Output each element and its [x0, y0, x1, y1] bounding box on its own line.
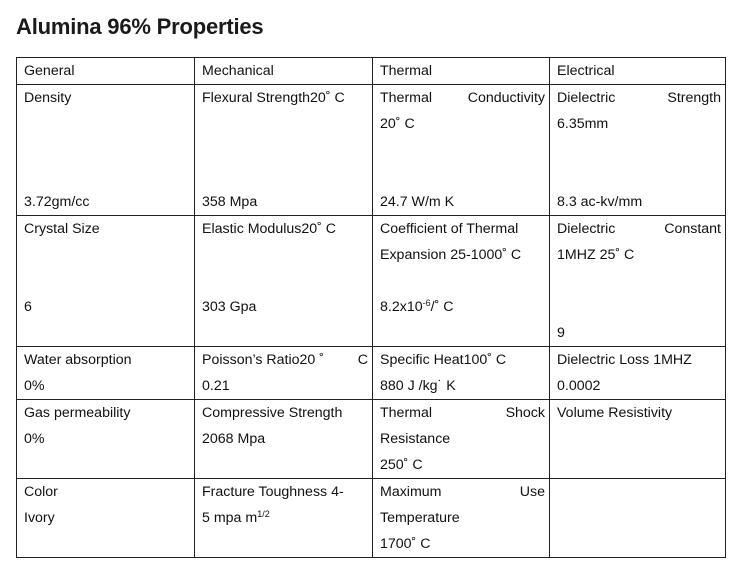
cell-compressive-strength	[195, 400, 373, 479]
cell-thermal-expansion	[373, 216, 550, 347]
cell-dielectric-strength	[550, 85, 726, 216]
property-value: 0.0002	[557, 378, 601, 394]
cell-dielectric-constant	[550, 216, 726, 347]
property-value: 0%	[24, 378, 45, 394]
property-value: 880 J /kg˙ K	[380, 378, 456, 394]
table-row	[17, 347, 726, 400]
property-value: 0%	[24, 431, 45, 447]
property-label: Coefficient of Thermal	[380, 221, 519, 237]
cell-flexural-strength	[195, 85, 373, 216]
property-label-cont: Resistance	[380, 431, 451, 447]
table-row	[17, 400, 726, 479]
cell-poissons-ratio	[195, 347, 373, 400]
property-label: Crystal Size	[24, 221, 100, 237]
property-label: Color	[24, 484, 58, 500]
cell-thermal-conductivity	[373, 85, 550, 216]
cell-specific-heat	[373, 347, 550, 400]
header-general: General	[17, 58, 195, 85]
property-value: 1700˚ C	[380, 536, 431, 552]
property-value: 9	[557, 325, 565, 341]
cell-gas-permeability	[17, 400, 195, 479]
cell-water-absorption	[17, 347, 195, 400]
table-row	[17, 216, 726, 347]
property-value: 8.3 ac-kv/mm	[557, 194, 643, 210]
cell-volume-resistivity	[550, 400, 726, 479]
property-value: $8.2x10^{-6}/˚$ C	[380, 298, 454, 315]
property-label-cont: Expansion 25-1000˚ C	[380, 247, 522, 263]
property-label: Elastic Modulus20˚ C	[202, 221, 337, 237]
property-value: 24.7 W/m K	[380, 194, 455, 210]
cell-elastic-modulus	[195, 216, 373, 347]
header-electrical: Electrical	[550, 58, 726, 85]
property-label: Density	[24, 90, 72, 106]
property-label: Specific Heat100˚ C	[380, 352, 507, 368]
cell-maximum-use-temperature	[373, 479, 550, 558]
cell-empty	[550, 479, 726, 558]
property-value: 3.72gm/cc	[24, 194, 90, 210]
property-label: Thermal Shock	[380, 405, 545, 421]
property-label: Volume Resistivity	[557, 405, 673, 421]
table-row	[17, 479, 726, 558]
property-value: Ivory	[24, 510, 55, 526]
property-value: 2068 Mpa	[202, 431, 266, 447]
cell-thermal-shock	[373, 400, 550, 479]
property-label: Gas permeability	[24, 405, 131, 421]
header-thermal: Thermal	[373, 58, 550, 85]
property-label: Water absorption	[24, 352, 132, 368]
property-label: Poisson’s Ratio20 ˚ C	[202, 352, 368, 368]
property-value: 5 mpa $m^{1/2}$	[202, 509, 270, 526]
cell-crystal-size	[17, 216, 195, 347]
property-label: Dielectric Constant	[557, 221, 721, 237]
property-value: 358 Mpa	[202, 194, 258, 210]
properties-table	[16, 57, 726, 558]
property-label-cont: Temperature	[380, 510, 460, 526]
header-mechanical: Mechanical	[195, 58, 373, 85]
property-label: Dielectric Strength	[557, 90, 721, 106]
property-label-cont: 6.35mm	[557, 116, 609, 132]
property-label: Thermal Conductivity	[380, 90, 545, 106]
cell-density	[17, 85, 195, 216]
property-value: 303 Gpa	[202, 299, 257, 315]
property-value: 0.21	[202, 378, 230, 394]
cell-fracture-toughness	[195, 479, 373, 558]
property-label: Maximum Use	[380, 484, 545, 500]
property-label: Dielectric Loss 1MHZ	[557, 352, 692, 368]
property-label-cont: 1MHZ 25˚ C	[557, 247, 635, 263]
property-label-cont: 20˚ C	[380, 116, 415, 132]
cell-dielectric-loss	[550, 347, 726, 400]
property-label: Fracture Toughness 4-	[202, 484, 344, 500]
page-title: Alumina 96% Properties	[16, 14, 264, 39]
property-value: 6	[24, 299, 32, 315]
cell-color	[17, 479, 195, 558]
property-label: Compressive Strength	[202, 405, 343, 421]
table-header-row	[17, 58, 726, 85]
property-value: 250˚ C	[380, 457, 423, 473]
property-label: Flexural Strength20˚ C	[202, 90, 345, 106]
table-row	[17, 85, 726, 216]
